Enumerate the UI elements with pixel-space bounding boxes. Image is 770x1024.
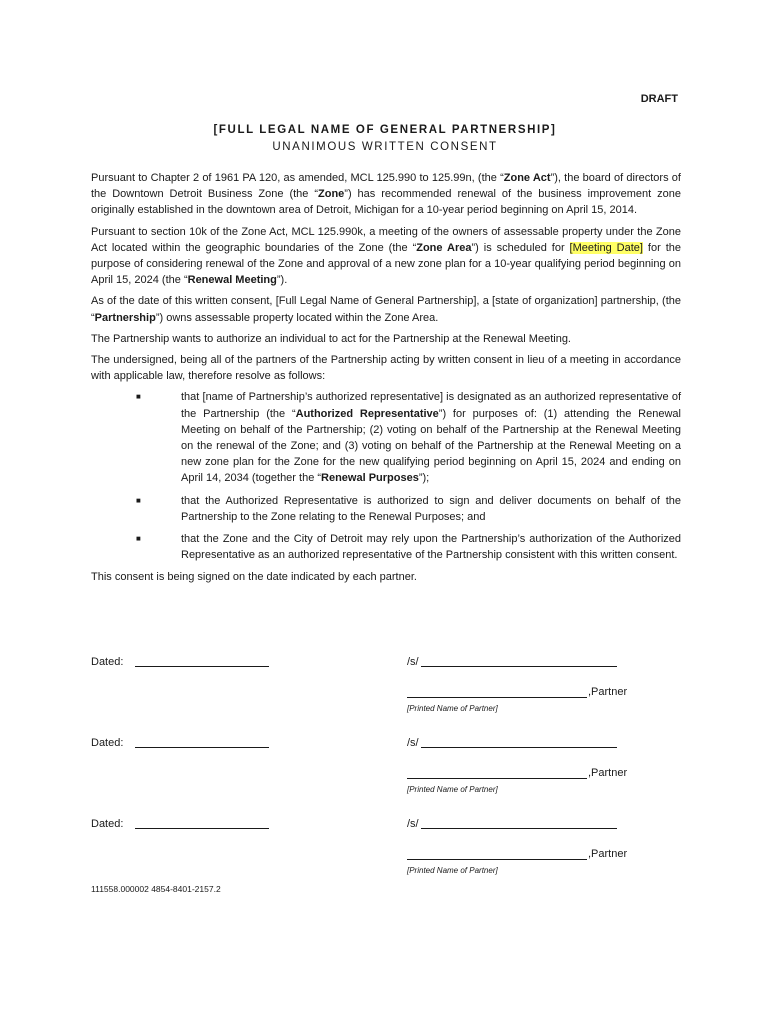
date-line[interactable] [135, 747, 269, 748]
signature-line[interactable] [421, 747, 617, 748]
paragraph-authorize: The Partnership wants to authorize an individual to act for the Partnership at the Renewal Meeting. [91, 332, 571, 345]
resolution-list [91, 389, 681, 563]
paragraph-resolve: The undersigned, being all of the partners of the Partnership acting by written consent in lieu of a meeting in accordance with applicable law, therefore resolve as follows: [91, 354, 681, 383]
date-line[interactable] [135, 666, 269, 667]
printed-name-line[interactable] [407, 859, 587, 860]
document-body [91, 170, 681, 591]
dated-label: Dated: [91, 737, 124, 749]
signature-line[interactable] [421, 666, 617, 667]
resolution-item-documents: ■ that the Authorized Representative is authorized to sign and deliver documents on behalf of the Partnership to the Zone relating to the Renewal Purposes; and [136, 494, 681, 523]
document-title: [FULL LEGAL NAME OF GENERAL PARTNERSHIP] [213, 124, 557, 136]
date-line[interactable] [135, 828, 269, 829]
bullet-square-icon: ■ [136, 392, 141, 402]
paragraph-meeting: Pursuant to section 10k of the Zone Act, MCL 125.990k, a meeting of the owners of assessable property under the Zone Act located within the geographic boundaries of the Zone (the “Zone Area”) is scheduled for [Meeting Date] for the purpose of considering renewal of the Zone and approval of a new zone plan for a 10-year qualifying period beginning on April 15, 2024 (the “Renewal Meeting”). [91, 225, 681, 287]
paragraph-zone-act: Pursuant to Chapter 2 of 1961 PA 120, as amended, MCL 125.990 to 125.99n, (the “Zone Act”), the board of directors of the Downtown Detroit Business Zone (the “Zone”) has recommended renewal of the business improvement zone originally established in the downtown area of Detroit, Michigan for a 10-year period beginning on April 15, 2014. [91, 172, 681, 217]
printed-name-line[interactable] [407, 697, 587, 698]
signature-label: /s/ [407, 737, 419, 749]
partner-label: ,Partner [588, 767, 628, 779]
printed-name-caption: [Printed Name of Partner] [407, 785, 498, 794]
paragraph-signing: This consent is being signed on the date indicated by each partner. [91, 571, 417, 584]
signature-label: /s/ [407, 656, 419, 668]
resolution-item-reliance: ■ that the Zone and the City of Detroit may rely upon the Partnership’s authorization of the Authorized Representative as an authorized representative of the Partnership consistent with this written consent. [136, 533, 681, 562]
dated-label: Dated: [91, 656, 124, 668]
draft-label: DRAFT [640, 93, 678, 105]
paragraph-partnership: As of the date of this written consent, [Full Legal Name of General Partnership], a [state of organization] partnership, (the “Partnership”) owns assessable property located within the Zone Area. [91, 295, 681, 324]
meeting-date-highlight: [Meeting Date] [569, 241, 643, 254]
printed-name-line[interactable] [407, 778, 587, 779]
bullet-square-icon: ■ [136, 495, 141, 505]
dated-label: Dated: [91, 818, 124, 830]
signature-line[interactable] [421, 828, 617, 829]
printed-name-caption: [Printed Name of Partner] [407, 704, 498, 713]
partner-label: ,Partner [588, 686, 628, 698]
document-id-footer: 111558.000002 4854-8401-2157.2 [91, 884, 221, 894]
resolution-item-designation: ■ that [name of Partnership’s authorized representative] is designated as an authorized representative of the Partnership (the “Authorized Representative”) for purposes of: (1) attending the Renewal Meeting on behalf of the Partnership; (2) voting on behalf of the Partnership at the Renewal Meeting on the renewal of the Zone; and (3) voting on behalf of the Partnership at the Renewal Meeting on a new zone plan for the Zone for the new qualifying period beginning on April 15, 2024 and ending on April 14, 2034 (together the “Renewal Purposes”); [136, 391, 681, 485]
document-subtitle: UNANIMOUS WRITTEN CONSENT [272, 141, 498, 153]
bullet-square-icon: ■ [136, 534, 141, 544]
partner-label: ,Partner [588, 848, 628, 860]
printed-name-caption: [Printed Name of Partner] [407, 866, 498, 875]
signature-label: /s/ [407, 818, 419, 830]
